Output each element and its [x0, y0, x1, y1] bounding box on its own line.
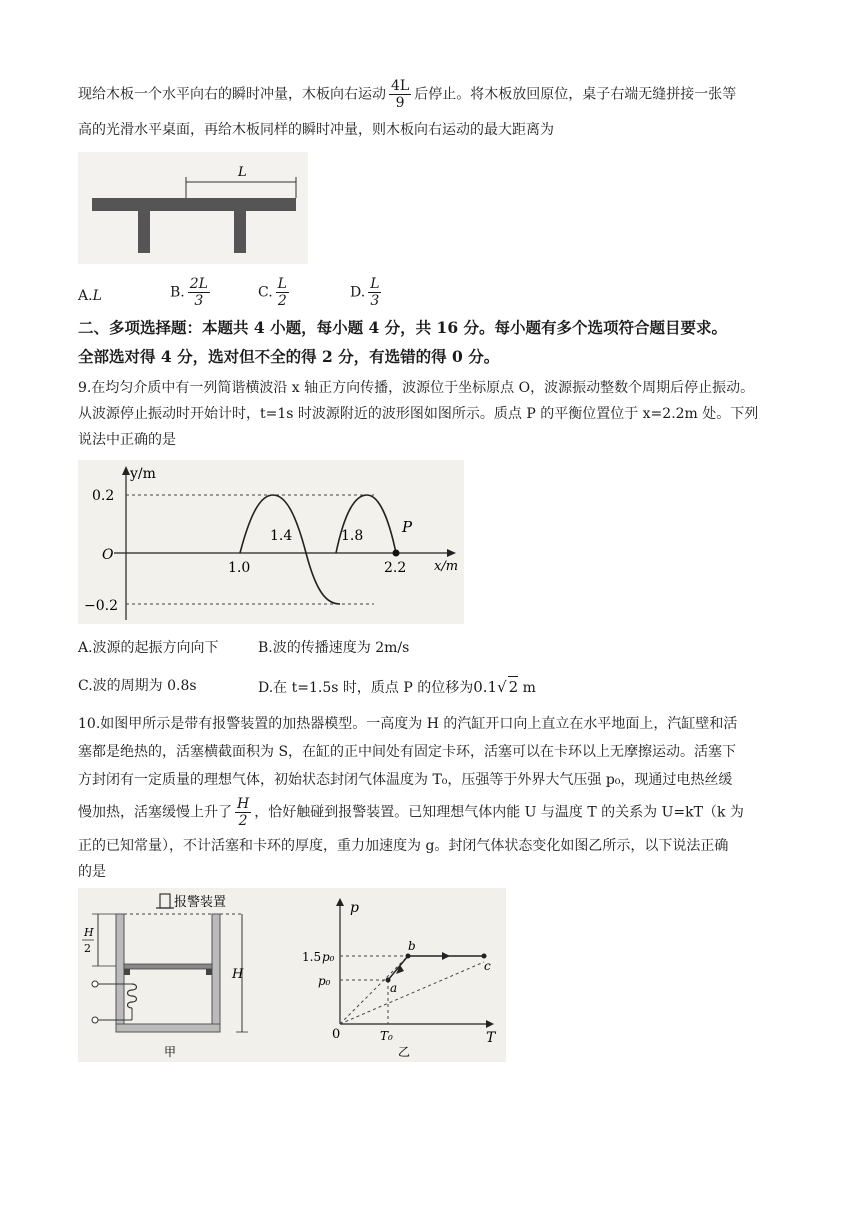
- point-c-label: c: [484, 959, 491, 973]
- q10-line4: 慢加热，活塞缓慢上升了 $\frac{H}{2}$ ，恰好触碰到报警装置。已知理想气体内能 U 与温度 T 的关系为 U=kT（k 为: [78, 796, 744, 829]
- q8-option-b[interactable]: B. $\frac{2L}{3}$: [170, 276, 208, 309]
- full-height-label: H: [232, 967, 244, 982]
- figure-yi-caption: 乙: [398, 1045, 411, 1059]
- q8-length-label: L: [238, 165, 247, 180]
- half-height-den: 2: [84, 942, 91, 955]
- q9-wave-graph: [78, 460, 464, 624]
- q9-origin-label: O: [102, 547, 114, 563]
- q9-option-a[interactable]: A.波源的起振方向向下: [78, 640, 219, 656]
- q9-x-tick-2-2: 2.2: [384, 560, 407, 576]
- point-a-label: a: [390, 981, 398, 995]
- q9-y-top-label: 0.2: [92, 488, 115, 504]
- q9-line3: 说法中正确的是: [78, 432, 176, 448]
- q10-fraction: $\frac{H}{2}$: [237, 796, 250, 829]
- q9-x-tick-1-0: 1.0: [228, 560, 251, 576]
- p0-label: p₀: [318, 974, 331, 988]
- q8-board-figure: [78, 152, 308, 264]
- figure-jia-caption: 甲: [164, 1045, 177, 1059]
- alarm-device-label: 报警装置: [174, 895, 227, 910]
- q9-line2: 从波源停止振动时开始计时，t=1s 时波源附近的波形图如图所示。质点 P 的平衡位置位于 x=2.2m 处。下列: [78, 406, 759, 422]
- q10-line5: 正的已知常量），不计活塞和卡环的厚度，重力加速度为 g。封闭气体状态变化如图乙所示，以下说法正确: [78, 838, 729, 854]
- q9-x-axis-label: x/m: [434, 559, 459, 574]
- q9-point-p-label: P: [402, 518, 413, 536]
- q9-y-axis-label: y/m: [130, 466, 156, 482]
- q9-option-c[interactable]: C.波的周期为 0.8s: [78, 678, 197, 694]
- q10-line2: 塞都是绝热的，活塞横截面积为 S，在缸的正中间处有固定卡环，活塞可以在卡环以上无摩擦运动。活塞下: [78, 744, 737, 760]
- section2-heading-line1: 二、多项选择题：本题共 4 小题，每小题 4 分，共 16 分。每小题有多个选项符合题目要求。: [78, 318, 728, 337]
- section2-heading-line2: 全部选对得 4 分，选对但不全的得 2 分，有选错的得 0 分。: [78, 347, 500, 366]
- q8-fraction: $\frac{4L}{9}$: [391, 78, 410, 111]
- q10-line1: 10.如图甲所示是带有报警装置的加热器模型。一高度为 H 的汽缸开口向上直立在水平地面上，汽缸壁和活: [78, 716, 738, 732]
- q10-figures: [78, 888, 506, 1062]
- q8-line1: [78, 78, 736, 111]
- q10-line6: 的是: [78, 864, 106, 880]
- q9-line1: 9.在均匀介质中有一列简谐横波沿 x 轴正方向传播，波源位于坐标原点 O，波源振动整数个周期后停止振动。: [78, 380, 755, 396]
- half-height-num: H: [84, 926, 94, 939]
- t-axis-label: T: [486, 1030, 496, 1046]
- q9-y-bottom-label: −0.2: [84, 598, 118, 614]
- q9-x-tick-1-8: 1.8: [341, 528, 364, 544]
- q8-line1-a: 现给木板一个水平向右的瞬时冲量，木板向右运动: [78, 86, 386, 103]
- q8-option-c[interactable]: C. $\frac{L}{2}$: [258, 276, 287, 309]
- q8-line2: 高的光滑水平桌面，再给木板同样的瞬时冲量，则木板向右运动的最大距离为: [78, 122, 554, 138]
- q9-x-tick-1-4: 1.4: [270, 528, 293, 544]
- p-axis-label: p: [350, 900, 359, 916]
- q9-option-d[interactable]: D.在 t=1.5s 时，质点 P 的位移为0.1√ 2 m: [258, 678, 536, 696]
- q10-line3: 方封闭有一定质量的理想气体，初始状态封闭气体温度为 T₀，压强等于外界大气压强 p₀，现通过电热丝缓: [78, 772, 733, 788]
- point-b-label: b: [408, 939, 416, 953]
- q8-option-d[interactable]: D. $\frac{L}{3}$: [350, 276, 380, 309]
- q8-line1-b: 后停止。将木板放回原位，桌子右端无缝拼接一张等: [414, 86, 737, 103]
- p-1-5-p0: p₀: [322, 950, 335, 964]
- p-1-5-coef: 1.5: [302, 950, 322, 964]
- q8-option-a[interactable]: A.L: [78, 288, 102, 304]
- pt-origin-label: 0: [332, 1027, 341, 1042]
- q9-option-b[interactable]: B.波的传播速度为 2m/s: [258, 640, 410, 656]
- t0-label: T₀: [380, 1029, 393, 1043]
